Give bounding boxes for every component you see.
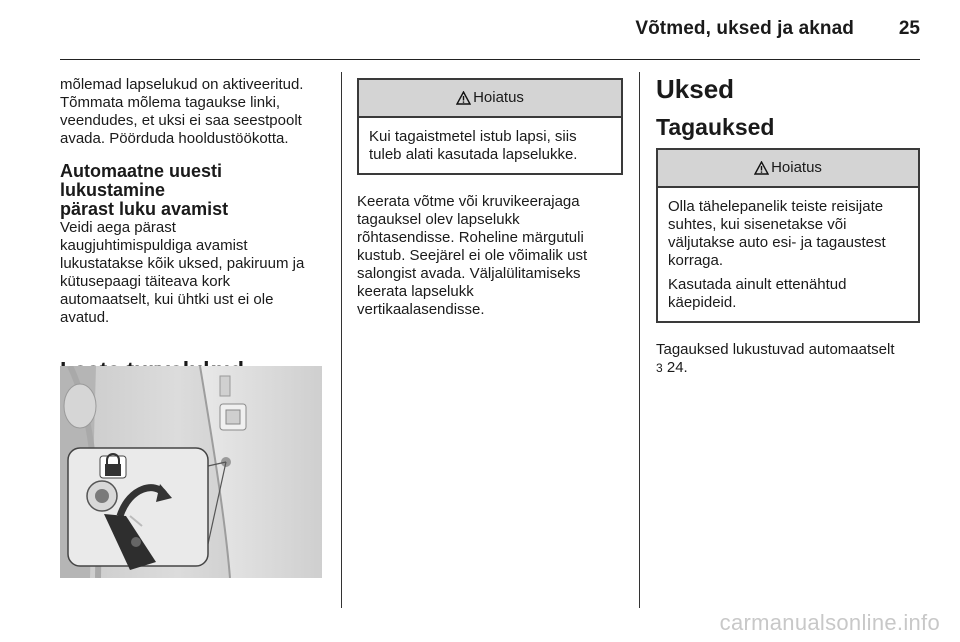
watermark: carmanualsonline.info <box>719 610 940 635</box>
warning-header <box>658 150 918 188</box>
rear-doors-paragraph: Tagauksed lukustuvad automaatselt 3 24. <box>656 341 895 376</box>
header-rule <box>60 59 920 60</box>
warning-body: Kui tagaistmetel istub lapsi, siis tuleb alati kasutada lapselukke. <box>369 128 578 163</box>
page-header-title: Võtmed, uksed ja aknad <box>635 18 854 39</box>
page-number: 25 <box>898 18 920 39</box>
column-3 <box>656 76 920 377</box>
column-divider <box>341 72 342 608</box>
auto-relock-paragraph: Veidi aega pärast kaugjuhtimispuldiga avamist lukustatakse kõik uksed, pakiruum ja kütusepaagi täiteava kork automaatselt, kui ühtki ust ei ole avatud. <box>60 219 305 326</box>
column-1 <box>60 76 326 383</box>
child-lock-instructions: Keerata võtme või kruvikeerajaga tagauksel olev lapselukk rõhtasendisse. Roheline märgutuli kustub. Seejärel ei ole võimalik ust salongist avada. Väljalülitamiseks keerata lapselukk vertikaalasendisse. <box>357 193 588 318</box>
column-divider <box>639 72 640 608</box>
page-ref-link[interactable]: 24. <box>666 359 688 376</box>
warning-box <box>656 148 920 323</box>
warning-triangle-icon <box>456 91 471 105</box>
rear-doors-heading: Tagauksed <box>656 114 775 140</box>
warning-box <box>357 78 623 175</box>
intro-paragraph: mõlemad lapselukud on aktiveeritud. Tõmmata mõlema tagaukse linki, veendudes, et uksi ei saa seestpoolt avada. Pöörduda hooldustöökotta. <box>60 76 304 147</box>
warning-body: Olla tähelepanelik teiste reisijate suhtes, kui sisenetakse või väljutakse auto esi- ja tagaustest korraga. Kasutada ainult ettenähtud käepideid. <box>668 198 886 311</box>
page-ref-arrow-icon: 3 <box>656 361 663 375</box>
warning-label: Hoiatus <box>473 89 524 106</box>
warning-label: Hoiatus <box>771 159 822 176</box>
warning-triangle-icon <box>754 161 769 175</box>
column-2 <box>357 76 623 319</box>
warning-header <box>359 80 621 118</box>
auto-relock-heading: Automaatne uuesti lukustamine pärast luku avamist <box>60 161 229 219</box>
doors-heading: Uksed <box>656 74 735 104</box>
child-lock-illustration <box>60 366 322 578</box>
